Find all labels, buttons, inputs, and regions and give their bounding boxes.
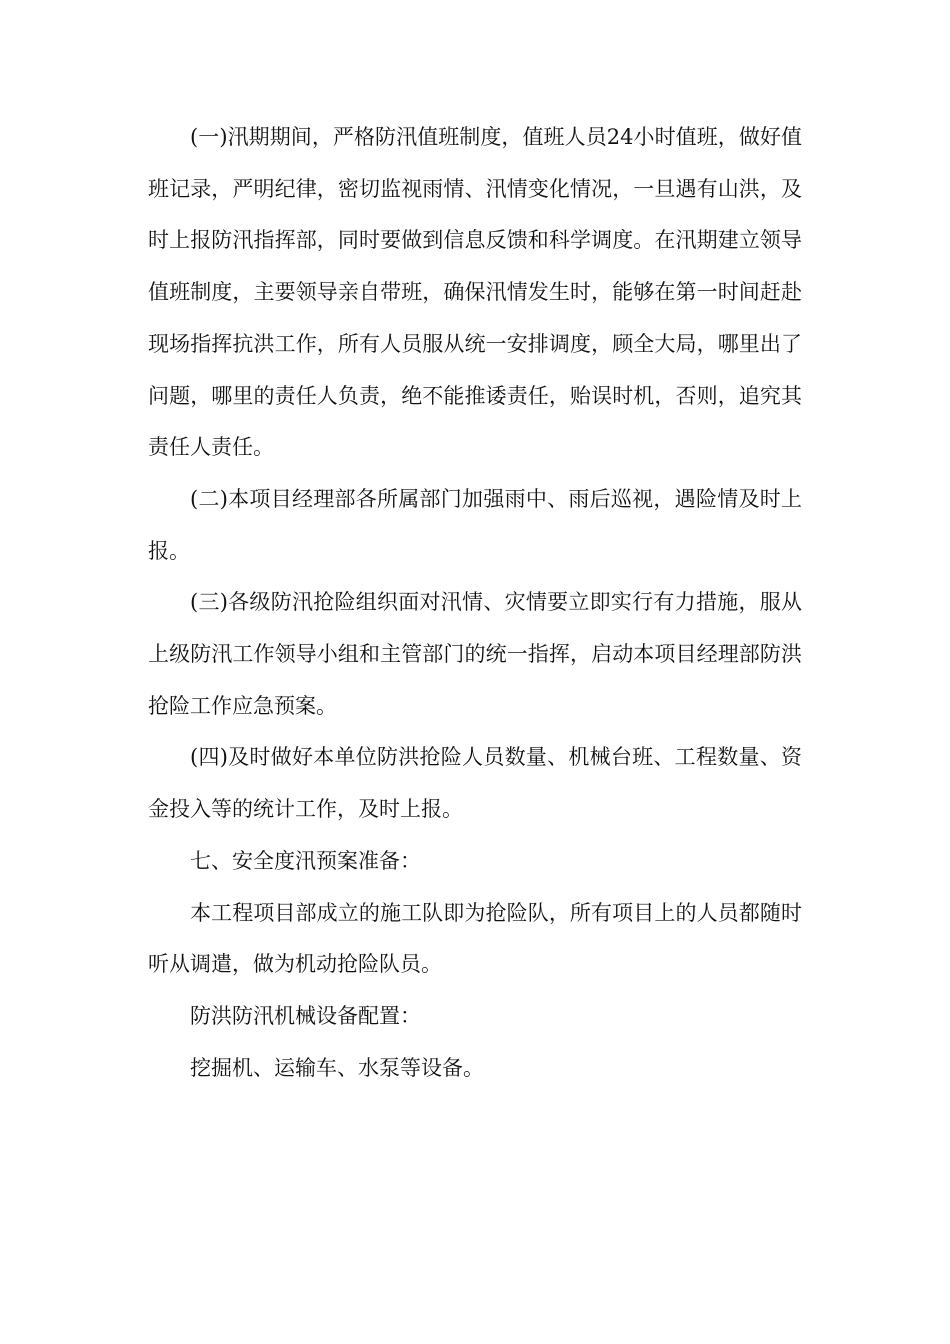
document-body bbox=[148, 112, 802, 1094]
section-heading-flood-plan: 七、安全度汛预案准备： bbox=[190, 848, 421, 873]
paragraph-flood-duty: (一)汛期期间，严格防汛值班制度，值班人员24小时值班，做好值班记录，严明纪律，密切监视雨情、汛情变化情况，一旦遇有山洪，及时上报防汛指挥部，同时要做到信息反馈和科学调度。在汛期建立领导值班制度，主要领导亲自带班，确保汛情发生时，能够在第一时间赶赴现场指挥抗洪工作，所有人员服从统一安排调度，顾全大局，哪里出了问题，哪里的责任人负责，绝不能推诿责任，贻误时机，否则，追究其责任人责任。 bbox=[148, 125, 802, 460]
paragraph-patrol: (二)本项目经理部各所属部门加强雨中、雨后巡视，遇险情及时上报。 bbox=[148, 486, 802, 563]
paragraph-emergency-response: (三)各级防汛抢险组织面对汛情、灾情要立即实行有力措施，服从上级防汛工作领导小组和主管部门的统一指挥，启动本项目经理部防洪抢险工作应急预案。 bbox=[148, 590, 802, 718]
paragraph-statistics: (四)及时做好本单位防洪抢险人员数量、机械台班、工程数量、资金投入等的统计工作，及时上报。 bbox=[148, 745, 802, 822]
paragraph-rescue-team: 本工程项目部成立的施工队即为抢险队，所有项目上的人员都随时听从调遣，做为机动抢险队员。 bbox=[148, 900, 802, 977]
paragraph-equipment-list: 挖掘机、运输车、水泵等设备。 bbox=[190, 1055, 484, 1080]
subheading-equipment: 防洪防汛机械设备配置： bbox=[190, 1003, 421, 1028]
